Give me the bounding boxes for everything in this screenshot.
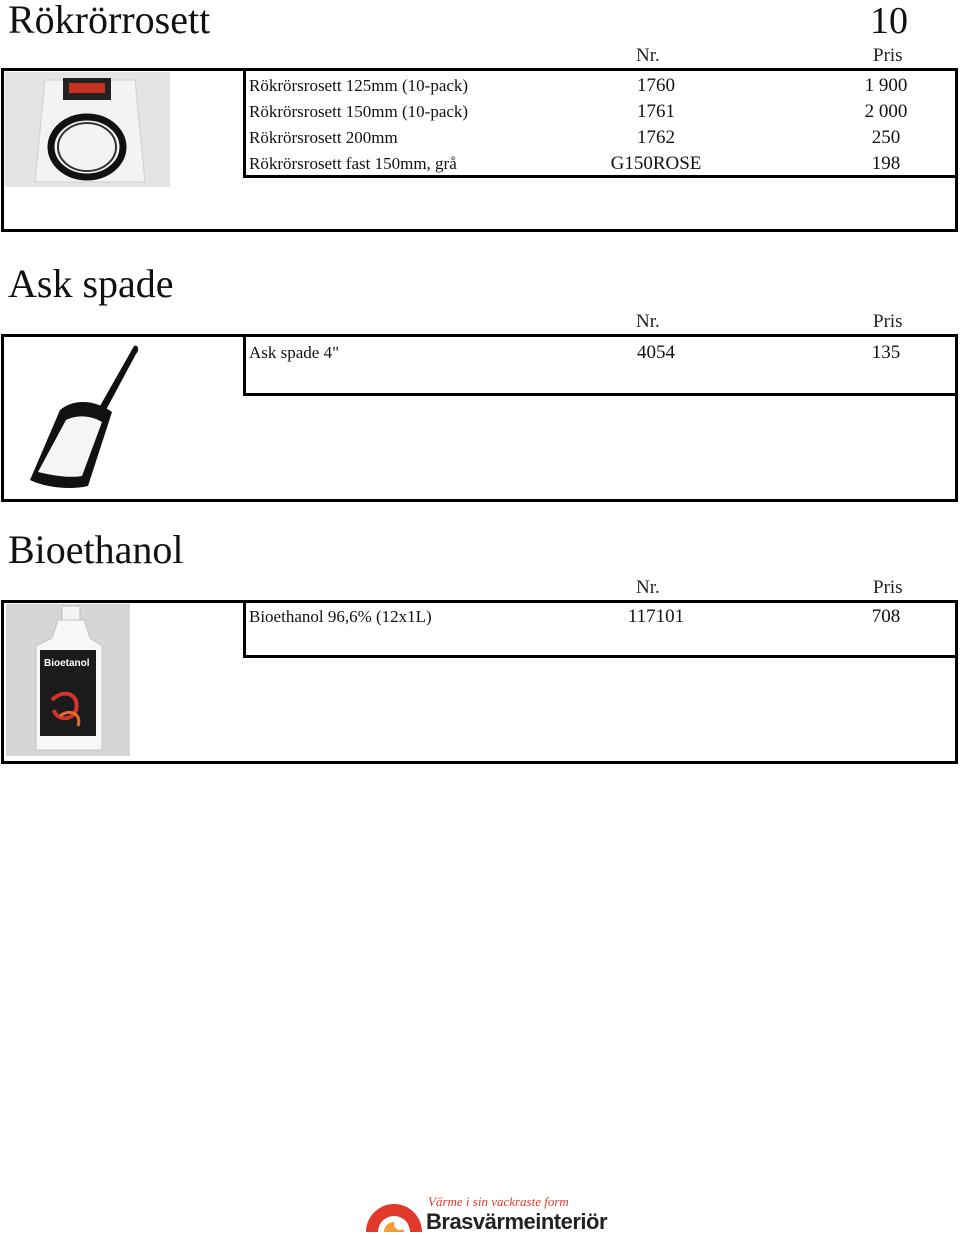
product-price: 2 000 <box>864 101 908 122</box>
section-title-rokrorrosett: Rökrörrosett <box>8 0 211 42</box>
nr-column-header: Nr. <box>636 45 660 66</box>
nr-column-header: Nr. <box>636 577 660 598</box>
product-number: 1760 <box>637 75 675 96</box>
page-number: 10 <box>870 0 908 42</box>
table-row <box>246 604 958 630</box>
product-name: Bioethanol 96,6% (12x1L) <box>249 607 432 626</box>
product-table-ask-spade <box>243 334 958 396</box>
product-name: Rökrörsrosett fast 150mm, grå <box>249 154 457 173</box>
price-column-header: Pris <box>873 45 903 66</box>
flame-logo-icon <box>364 1194 424 1234</box>
section-title-bioethanol: Bioethanol <box>8 527 184 572</box>
product-number: 4054 <box>637 342 675 363</box>
bioethanol-bottle-photo <box>6 604 130 756</box>
product-price: 708 <box>871 606 901 627</box>
table-row <box>246 340 958 366</box>
product-number: 1762 <box>637 127 675 148</box>
product-price: 250 <box>871 127 901 148</box>
brand-logo <box>364 1194 664 1234</box>
product-name: Rökrörsrosett 125mm (10-pack) <box>249 76 469 95</box>
table-row <box>246 99 958 125</box>
product-number: 117101 <box>627 606 685 627</box>
section-title-ask-spade: Ask spade <box>8 261 174 306</box>
product-number: G150ROSE <box>610 153 702 174</box>
ash-shovel-photo <box>22 340 142 490</box>
brand-name: Brasvärmeinteriör <box>426 1209 608 1234</box>
product-price: 135 <box>871 342 901 363</box>
price-column-header: Pris <box>873 577 903 598</box>
table-row <box>246 151 958 177</box>
product-table-bioethanol <box>243 600 958 658</box>
brand-tagline: Värme i sin vackraste form <box>428 1194 569 1209</box>
flue-collar-package-photo <box>5 72 170 187</box>
bottle-label: Bioetanol <box>44 658 90 669</box>
table-row <box>246 125 958 151</box>
table-row <box>246 73 958 99</box>
product-name: Ask spade 4" <box>249 343 340 362</box>
product-name: Rökrörsrosett 200mm <box>249 128 398 147</box>
product-price: 198 <box>871 153 901 174</box>
nr-column-header: Nr. <box>636 311 660 332</box>
product-name: Rökrörsrosett 150mm (10-pack) <box>249 102 469 121</box>
product-number: 1761 <box>637 101 675 122</box>
price-column-header: Pris <box>873 311 903 332</box>
product-price: 1 900 <box>864 75 908 96</box>
product-table-rokrorrosett <box>243 68 958 178</box>
